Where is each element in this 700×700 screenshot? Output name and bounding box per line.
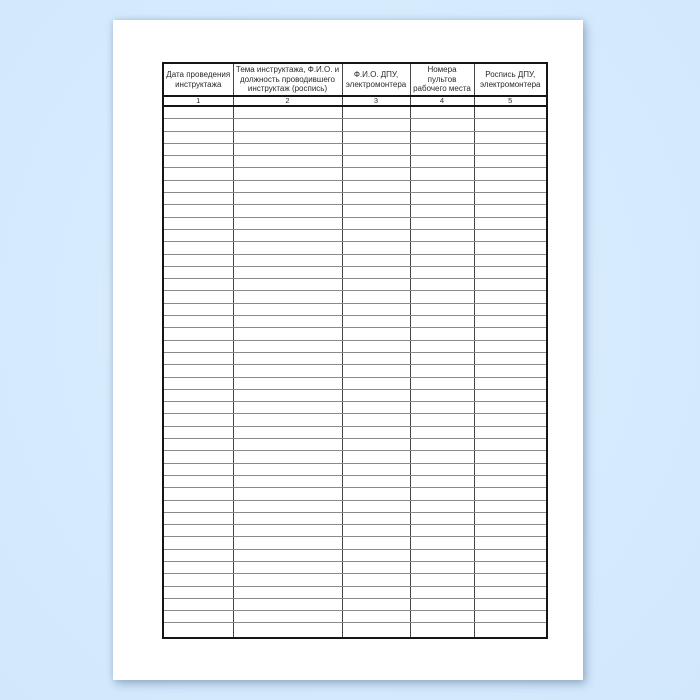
empty-cell	[163, 303, 233, 315]
empty-cell	[342, 365, 410, 377]
empty-cell	[474, 414, 547, 426]
empty-cell	[342, 143, 410, 155]
empty-cell	[474, 352, 547, 364]
column-numbers-row	[163, 96, 547, 106]
empty-cell	[233, 549, 342, 561]
empty-cell	[410, 389, 474, 401]
empty-cell	[342, 549, 410, 561]
empty-cell	[233, 328, 342, 340]
empty-cell	[342, 193, 410, 205]
table-row	[163, 316, 547, 328]
table-row	[163, 242, 547, 254]
table-row	[163, 414, 547, 426]
empty-cell	[342, 291, 410, 303]
empty-cell	[163, 586, 233, 598]
empty-cell	[233, 512, 342, 524]
empty-cell	[410, 180, 474, 192]
empty-cell	[410, 537, 474, 549]
empty-cell	[233, 279, 342, 291]
empty-cell	[474, 316, 547, 328]
empty-cell	[474, 500, 547, 512]
empty-cell	[342, 414, 410, 426]
empty-cell	[410, 328, 474, 340]
column-header-signature: Роспись ДПУ, электромонтера	[474, 63, 547, 96]
empty-cell	[410, 340, 474, 352]
empty-cell	[342, 328, 410, 340]
empty-cell	[342, 574, 410, 586]
table-header	[163, 63, 547, 106]
empty-cell	[474, 549, 547, 561]
empty-cell	[474, 279, 547, 291]
table-row	[163, 217, 547, 229]
table-row	[163, 389, 547, 401]
empty-cell	[342, 500, 410, 512]
empty-cell	[410, 266, 474, 278]
table-row	[163, 106, 547, 119]
empty-cell	[474, 266, 547, 278]
empty-cell	[163, 106, 233, 119]
empty-cell	[342, 439, 410, 451]
empty-cell	[474, 561, 547, 573]
table-row	[163, 328, 547, 340]
empty-cell	[474, 377, 547, 389]
empty-cell	[233, 266, 342, 278]
table-row	[163, 193, 547, 205]
empty-cell	[342, 131, 410, 143]
empty-cell	[163, 439, 233, 451]
empty-cell	[233, 377, 342, 389]
empty-cell	[474, 303, 547, 315]
empty-cell	[474, 156, 547, 168]
empty-cell	[474, 205, 547, 217]
empty-cell	[342, 217, 410, 229]
empty-cell	[474, 525, 547, 537]
empty-cell	[233, 463, 342, 475]
empty-cell	[474, 254, 547, 266]
empty-cell	[342, 119, 410, 131]
empty-cell	[474, 143, 547, 155]
empty-cell	[163, 488, 233, 500]
empty-cell	[233, 451, 342, 463]
empty-cell	[163, 611, 233, 623]
empty-cell	[233, 242, 342, 254]
empty-cell	[233, 143, 342, 155]
empty-cell	[410, 242, 474, 254]
table-row	[163, 205, 547, 217]
empty-cell	[474, 426, 547, 438]
empty-cell	[233, 574, 342, 586]
empty-cell	[233, 106, 342, 119]
empty-cell	[163, 168, 233, 180]
empty-cell	[233, 611, 342, 623]
empty-cell	[163, 561, 233, 573]
empty-cell	[410, 574, 474, 586]
column-number: 1	[163, 96, 233, 106]
empty-cell	[163, 389, 233, 401]
table-row	[163, 475, 547, 487]
column-number: 3	[342, 96, 410, 106]
table-row	[163, 451, 547, 463]
empty-cell	[342, 303, 410, 315]
empty-cell	[410, 414, 474, 426]
empty-cell	[474, 217, 547, 229]
table-row	[163, 586, 547, 598]
empty-cell	[163, 512, 233, 524]
empty-cell	[233, 340, 342, 352]
empty-cell	[342, 352, 410, 364]
table-row	[163, 131, 547, 143]
empty-cell	[233, 217, 342, 229]
empty-cell	[233, 131, 342, 143]
table-header-row	[163, 63, 547, 96]
empty-cell	[474, 389, 547, 401]
empty-cell	[163, 328, 233, 340]
empty-cell	[474, 623, 547, 639]
table-row	[163, 598, 547, 610]
empty-cell	[163, 525, 233, 537]
empty-cell	[163, 217, 233, 229]
table-row	[163, 180, 547, 192]
empty-cell	[410, 119, 474, 131]
table-row	[163, 156, 547, 168]
empty-cell	[163, 414, 233, 426]
empty-cell	[342, 316, 410, 328]
empty-cell	[342, 525, 410, 537]
empty-cell	[342, 180, 410, 192]
column-header-topic: Тема инструктажа, Ф.И.О. и должность проводившего инструктаж (роспись)	[233, 63, 342, 96]
empty-cell	[474, 574, 547, 586]
table-row	[163, 439, 547, 451]
empty-cell	[163, 451, 233, 463]
empty-cell	[233, 537, 342, 549]
empty-cell	[474, 131, 547, 143]
empty-cell	[410, 143, 474, 155]
column-number: 4	[410, 96, 474, 106]
empty-cell	[342, 426, 410, 438]
column-number: 5	[474, 96, 547, 106]
table-row	[163, 512, 547, 524]
empty-cell	[163, 266, 233, 278]
empty-cell	[342, 156, 410, 168]
empty-cell	[410, 217, 474, 229]
empty-cell	[163, 119, 233, 131]
empty-cell	[474, 229, 547, 241]
empty-cell	[163, 352, 233, 364]
empty-cell	[410, 512, 474, 524]
empty-cell	[233, 229, 342, 241]
empty-cell	[163, 205, 233, 217]
empty-cell	[342, 488, 410, 500]
empty-cell	[342, 402, 410, 414]
document-page	[113, 20, 583, 680]
table-row	[163, 143, 547, 155]
empty-cell	[342, 475, 410, 487]
empty-cell	[163, 623, 233, 639]
empty-cell	[410, 168, 474, 180]
empty-cell	[342, 279, 410, 291]
table-row	[163, 279, 547, 291]
empty-cell	[233, 352, 342, 364]
empty-cell	[233, 254, 342, 266]
empty-cell	[163, 475, 233, 487]
table-row	[163, 365, 547, 377]
column-header-date: Дата проведения инструктажа	[163, 63, 233, 96]
empty-cell	[163, 279, 233, 291]
empty-cell	[410, 611, 474, 623]
column-number: 2	[233, 96, 342, 106]
empty-cell	[474, 119, 547, 131]
empty-cell	[342, 254, 410, 266]
empty-cell	[410, 561, 474, 573]
empty-cell	[342, 377, 410, 389]
empty-cell	[410, 451, 474, 463]
empty-cell	[342, 168, 410, 180]
empty-cell	[342, 623, 410, 639]
empty-cell	[233, 586, 342, 598]
empty-cell	[233, 205, 342, 217]
empty-cell	[474, 451, 547, 463]
table-row	[163, 549, 547, 561]
empty-cell	[410, 156, 474, 168]
empty-cell	[474, 242, 547, 254]
empty-cell	[474, 168, 547, 180]
empty-cell	[410, 598, 474, 610]
empty-cell	[342, 242, 410, 254]
empty-cell	[410, 254, 474, 266]
empty-cell	[233, 500, 342, 512]
empty-cell	[474, 180, 547, 192]
table-row	[163, 574, 547, 586]
table-row	[163, 611, 547, 623]
empty-cell	[233, 598, 342, 610]
empty-cell	[233, 402, 342, 414]
table-row	[163, 537, 547, 549]
empty-cell	[163, 377, 233, 389]
table-row	[163, 340, 547, 352]
empty-cell	[410, 426, 474, 438]
empty-cell	[233, 488, 342, 500]
table-row	[163, 168, 547, 180]
empty-cell	[233, 193, 342, 205]
empty-cell	[410, 106, 474, 119]
table-row	[163, 402, 547, 414]
empty-cell	[233, 291, 342, 303]
empty-cell	[233, 156, 342, 168]
empty-cell	[233, 365, 342, 377]
table-row	[163, 525, 547, 537]
empty-cell	[233, 439, 342, 451]
empty-cell	[410, 229, 474, 241]
table-body	[163, 106, 547, 638]
empty-cell	[410, 439, 474, 451]
empty-cell	[342, 463, 410, 475]
empty-cell	[474, 488, 547, 500]
empty-cell	[474, 537, 547, 549]
table-row	[163, 463, 547, 475]
empty-cell	[163, 365, 233, 377]
empty-cell	[474, 512, 547, 524]
empty-cell	[163, 254, 233, 266]
empty-cell	[474, 365, 547, 377]
empty-cell	[233, 414, 342, 426]
table-row	[163, 291, 547, 303]
empty-cell	[410, 402, 474, 414]
empty-cell	[163, 156, 233, 168]
empty-cell	[410, 488, 474, 500]
empty-cell	[410, 463, 474, 475]
empty-cell	[342, 598, 410, 610]
table-row	[163, 488, 547, 500]
empty-cell	[342, 611, 410, 623]
empty-cell	[233, 525, 342, 537]
empty-cell	[163, 402, 233, 414]
empty-cell	[410, 205, 474, 217]
empty-cell	[410, 377, 474, 389]
empty-cell	[410, 525, 474, 537]
empty-cell	[410, 475, 474, 487]
table-row	[163, 377, 547, 389]
empty-cell	[233, 389, 342, 401]
empty-cell	[410, 623, 474, 639]
empty-cell	[163, 316, 233, 328]
empty-cell	[474, 598, 547, 610]
empty-cell	[163, 193, 233, 205]
table-row	[163, 229, 547, 241]
table-row	[163, 254, 547, 266]
empty-cell	[474, 402, 547, 414]
empty-cell	[474, 106, 547, 119]
empty-cell	[410, 500, 474, 512]
empty-cell	[410, 303, 474, 315]
empty-cell	[342, 106, 410, 119]
empty-cell	[342, 561, 410, 573]
empty-cell	[163, 143, 233, 155]
column-header-console-numbers: Номера пультов рабочего места	[410, 63, 474, 96]
table-row	[163, 561, 547, 573]
table-row	[163, 500, 547, 512]
empty-cell	[474, 611, 547, 623]
empty-cell	[474, 340, 547, 352]
empty-cell	[410, 365, 474, 377]
empty-cell	[233, 475, 342, 487]
empty-cell	[233, 561, 342, 573]
empty-cell	[410, 291, 474, 303]
empty-cell	[474, 586, 547, 598]
empty-cell	[474, 328, 547, 340]
empty-cell	[474, 291, 547, 303]
table-row	[163, 266, 547, 278]
empty-cell	[163, 131, 233, 143]
empty-cell	[410, 316, 474, 328]
table-row	[163, 426, 547, 438]
column-header-name: Ф.И.О. ДПУ, электромонтера	[342, 63, 410, 96]
empty-cell	[163, 426, 233, 438]
empty-cell	[163, 463, 233, 475]
empty-cell	[233, 303, 342, 315]
empty-cell	[410, 279, 474, 291]
empty-cell	[342, 389, 410, 401]
empty-cell	[163, 229, 233, 241]
empty-cell	[163, 180, 233, 192]
empty-cell	[233, 119, 342, 131]
empty-cell	[233, 623, 342, 639]
empty-cell	[233, 426, 342, 438]
empty-cell	[163, 598, 233, 610]
empty-cell	[342, 451, 410, 463]
table-row	[163, 303, 547, 315]
table-row	[163, 119, 547, 131]
empty-cell	[163, 242, 233, 254]
empty-cell	[410, 352, 474, 364]
empty-cell	[163, 340, 233, 352]
empty-cell	[163, 291, 233, 303]
table-row	[163, 352, 547, 364]
instruction-log-table	[162, 62, 548, 639]
empty-cell	[163, 574, 233, 586]
empty-cell	[410, 586, 474, 598]
empty-cell	[342, 266, 410, 278]
empty-cell	[474, 439, 547, 451]
empty-cell	[233, 180, 342, 192]
empty-cell	[410, 131, 474, 143]
empty-cell	[163, 500, 233, 512]
empty-cell	[342, 205, 410, 217]
empty-cell	[342, 537, 410, 549]
empty-cell	[233, 316, 342, 328]
empty-cell	[474, 475, 547, 487]
empty-cell	[342, 229, 410, 241]
empty-cell	[163, 537, 233, 549]
empty-cell	[342, 586, 410, 598]
empty-cell	[342, 512, 410, 524]
empty-cell	[410, 193, 474, 205]
empty-cell	[474, 463, 547, 475]
empty-cell	[163, 549, 233, 561]
empty-cell	[410, 549, 474, 561]
empty-cell	[342, 340, 410, 352]
empty-cell	[474, 193, 547, 205]
empty-cell	[233, 168, 342, 180]
table-row	[163, 623, 547, 639]
